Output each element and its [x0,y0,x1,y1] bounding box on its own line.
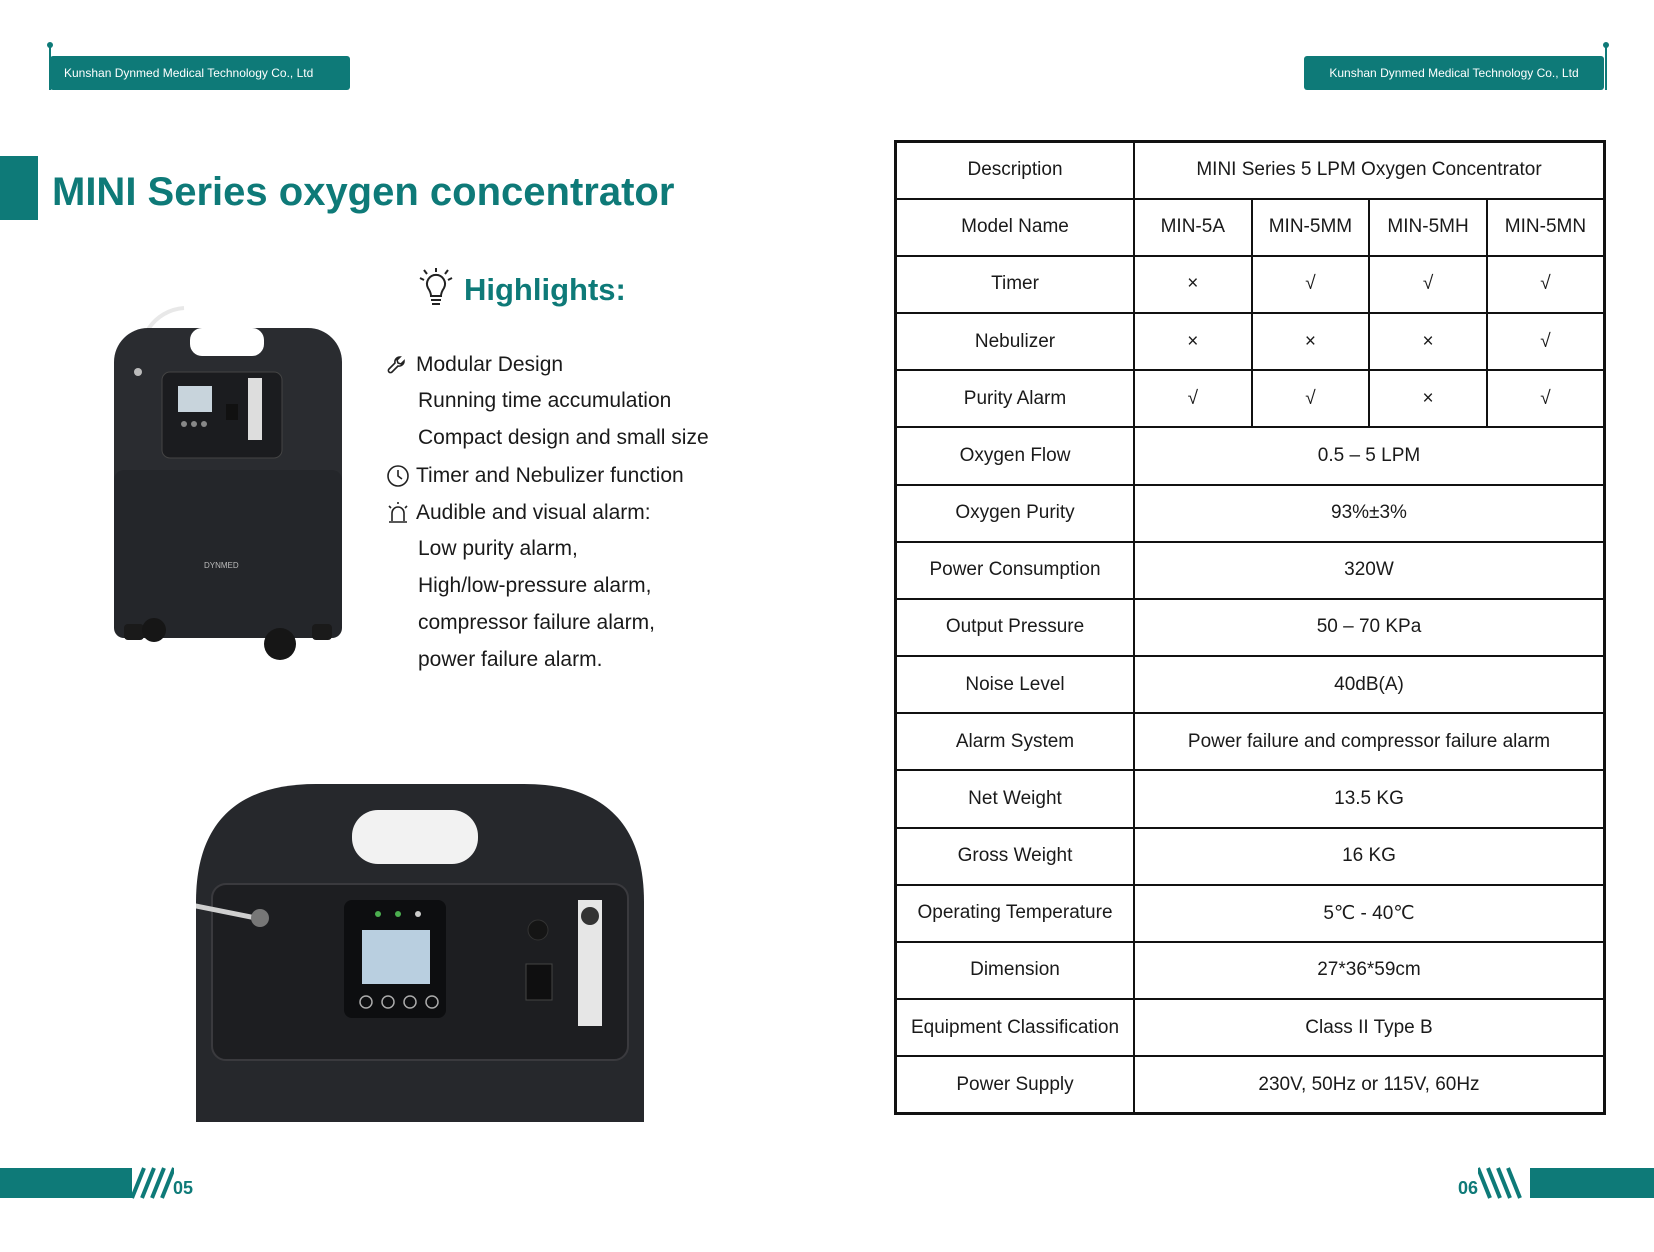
row-value: Class II Type B [1134,999,1605,1056]
row-value: 0.5 – 5 LPM [1134,427,1605,484]
feature-item [418,426,709,450]
feature-cell: √ [1369,256,1487,313]
row-label: Description [896,142,1135,199]
table-row [896,199,1605,256]
feature-item [418,611,655,635]
page-number-left: 05 [173,1178,194,1198]
row-value: 320W [1134,542,1605,599]
row-label: Gross Weight [896,828,1135,885]
row-label: Output Pressure [896,599,1135,656]
feature-text: High/low-pressure alarm, [418,574,652,597]
row-label: Power Consumption [896,542,1135,599]
row-label: Operating Temperature [896,885,1135,942]
row-label: Purity Alarm [896,370,1135,427]
row-value: 16 KG [1134,828,1605,885]
table-row [896,313,1605,370]
feature-text: Compact design and small size [418,426,709,449]
header-company-left: Kunshan Dynmed Medical Technology Co., Ltd [50,56,350,90]
row-value: Power failure and compressor failure alarm [1134,713,1605,770]
model-cell: MIN-5MN [1487,199,1605,256]
model-cell: MIN-5MH [1369,199,1487,256]
feature-cell: × [1134,256,1252,313]
feature-item [418,389,671,413]
row-label: Noise Level [896,656,1135,713]
row-value: 40dB(A) [1134,656,1605,713]
feature-cell: √ [1252,370,1370,427]
highlights-label: Highlights: [464,271,626,307]
row-value: 5℃ - 40℃ [1134,885,1605,942]
table-row [896,942,1605,999]
row-label: Equipment Classification [896,999,1135,1056]
footer-stripes-left-icon [118,1166,174,1200]
feature-cell: × [1252,313,1370,370]
table-row [896,999,1605,1056]
feature-cell: × [1369,313,1487,370]
highlights-heading [416,266,626,313]
table-row [896,542,1605,599]
feature-text: Running time accumulation [418,389,672,412]
feature-text: Modular Design [416,353,564,376]
feature-item [418,648,602,672]
footer-bar-left [0,1168,132,1198]
feature-cell: × [1369,370,1487,427]
feature-item [384,352,563,378]
row-value: 50 – 70 KPa [1134,599,1605,656]
row-value: 13.5 KG [1134,770,1605,827]
feature-item [418,574,651,598]
feature-cell: √ [1487,370,1605,427]
row-label: Net Weight [896,770,1135,827]
row-label: Alarm System [896,713,1135,770]
table-row [896,656,1605,713]
model-cell: MIN-5MM [1252,199,1370,256]
row-label: Timer [896,256,1135,313]
row-label: Dimension [896,942,1135,999]
feature-text: compressor failure alarm, [418,611,655,634]
row-label: Oxygen Flow [896,427,1135,484]
row-value: 230V, 50Hz or 115V, 60Hz [1134,1056,1605,1113]
control-panel-image [196,784,644,1122]
header-company-right: Kunshan Dynmed Medical Technology Co., Ltd [1304,56,1604,90]
title-accent-bar [0,156,38,220]
table-row [896,828,1605,885]
row-label: Power Supply [896,1056,1135,1113]
feature-text: Low purity alarm, [418,537,578,560]
row-label: Oxygen Purity [896,485,1135,542]
model-cell: MIN-5A [1134,199,1252,256]
row-value: MINI Series 5 LPM Oxygen Concentrator [1134,142,1605,199]
feature-item [384,463,684,489]
feature-item [418,537,578,561]
row-label: Nebulizer [896,313,1135,370]
oxygen-concentrator-image [114,300,350,672]
clock-icon [384,463,412,489]
table-row [896,1056,1605,1113]
feature-text: Audible and visual alarm: [416,501,651,524]
wrench-icon [384,352,412,378]
table-row [896,142,1605,199]
feature-cell: × [1134,313,1252,370]
row-value: 93%±3% [1134,485,1605,542]
table-row [896,256,1605,313]
table-row [896,370,1605,427]
footer-bar-right [1530,1168,1654,1198]
row-label: Model Name [896,199,1135,256]
table-row [896,427,1605,484]
table-row [896,599,1605,656]
spec-table [894,140,1606,1115]
feature-cell: √ [1252,256,1370,313]
footer-stripes-right-icon [1478,1166,1534,1200]
header-right-line [1605,44,1607,90]
table-row [896,770,1605,827]
page-title: MINI Series oxygen concentrator [52,170,675,214]
alarm-icon [384,500,412,526]
feature-item [384,500,651,526]
table-row [896,885,1605,942]
table-row [896,485,1605,542]
lightbulb-icon [416,266,456,313]
feature-text: power failure alarm. [418,648,603,671]
feature-cell: √ [1487,313,1605,370]
feature-cell: √ [1487,256,1605,313]
device-label: DYNMED [204,561,239,570]
page-number-right: 06 [1458,1178,1479,1198]
table-row [896,713,1605,770]
feature-text: Timer and Nebulizer function [416,464,684,487]
row-value: 27*36*59cm [1134,942,1605,999]
feature-cell: √ [1134,370,1252,427]
